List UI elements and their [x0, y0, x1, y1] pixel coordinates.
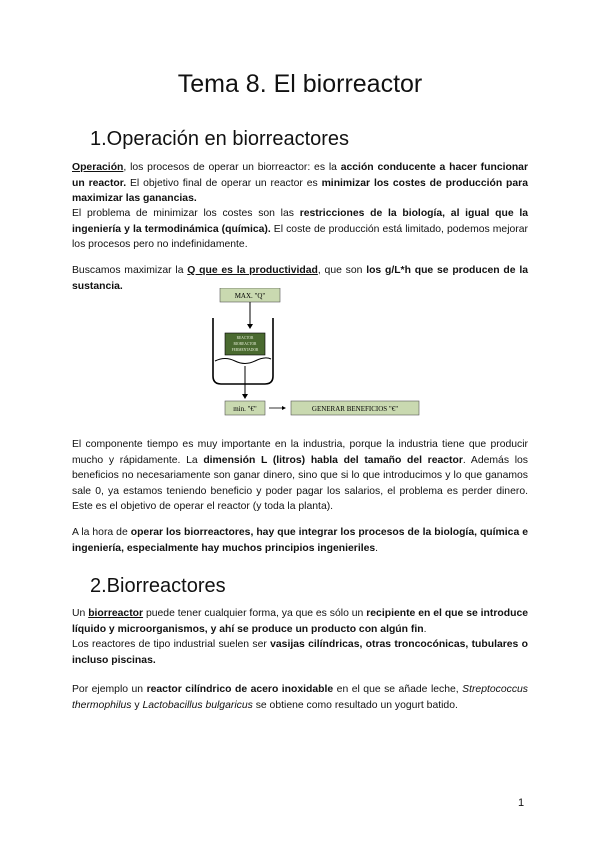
term-biorreactor: biorreactor — [88, 608, 144, 619]
svg-text:BIOREACTOR: BIOREACTOR — [233, 342, 257, 346]
paragraph-restricciones: El problema de minimizar los costes son las restricciones de la biología, al igual que la ingeniería y la termodinámica (química). El coste de producción está limitado, podemos mejorar los procesos pero no indefinidamente. — [72, 208, 529, 251]
page-number: 1 — [518, 797, 525, 809]
svg-text:FERMENTADOR: FERMENTADOR — [231, 348, 259, 352]
paragraph-ejemplo: Por ejemplo un reactor cilíndrico de acero inoxidable en el que se añade leche, Streptococcus thermophilus y Lactobacillus bulgaricus se obtiene como resultado un yogurt batido. — [72, 684, 528, 711]
paragraph-operacion: Operación, los procesos de operar un biorreactor: es la acción conducente a hacer funcionar un reactor. El objetivo final de operar un reactor es minimizar los costes de producción para maximizar las ganancias. — [72, 162, 529, 205]
reactor-diagram — [205, 288, 435, 423]
min-euro-label: min. "€" — [233, 405, 257, 413]
term-operacion: Operación — [72, 162, 124, 173]
term-productividad: Q que es la productividad — [187, 265, 318, 276]
paragraph-tipos: Los reactores de tipo industrial suelen ser vasijas cilíndricas, otras troncocónicas, tubulares o incluso piscinas. — [72, 639, 528, 666]
paragraph-biorreactor: Un biorreactor puede tener cualquier forma, ya que es sólo un recipiente en el que se introduce líquido y microorganismos, y ahí se produce un producto con algún fin. — [72, 608, 529, 635]
svg-text:REACTOR: REACTOR — [236, 336, 254, 340]
paragraph-tiempo: El componente tiempo es muy importante en la industria, porque la industria tiene que producir mucho y rápidamente. La dimensión L (litros) habla del tamaño del reactor. Además los beneficios no necesariamente son ganar dinero, sino que si lo que introducimos y lo que ganamos sale 0, ya estamos teniendo beneficio y poder pagar los salarios, el problema es perder dinero. Este es el objetivo de operar el reactor (y toda la planta). — [72, 439, 528, 513]
paragraph-integrar: A la hora de operar los biorreactores, hay que integrar los procesos de la biología, química e ingeniería, especialmente hay muchos principios ingenieriles. — [72, 527, 528, 554]
page-title: Tema 8. El biorreactor — [177, 70, 423, 98]
section-heading-operacion: 1.Operación en biorreactores — [90, 128, 350, 150]
max-q-label: MAX. "Q" — [234, 292, 266, 300]
liquid-line — [215, 358, 271, 364]
generar-beneficios-label: GENERAR BENEFICIOS "€" — [311, 405, 399, 413]
section-heading-biorreactores: 2.Biorreactores — [90, 575, 226, 597]
paragraph-productividad: Buscamos maximizar la Q que es la productividad, que son los g/L*h que se producen de la sustancia. — [72, 265, 529, 292]
